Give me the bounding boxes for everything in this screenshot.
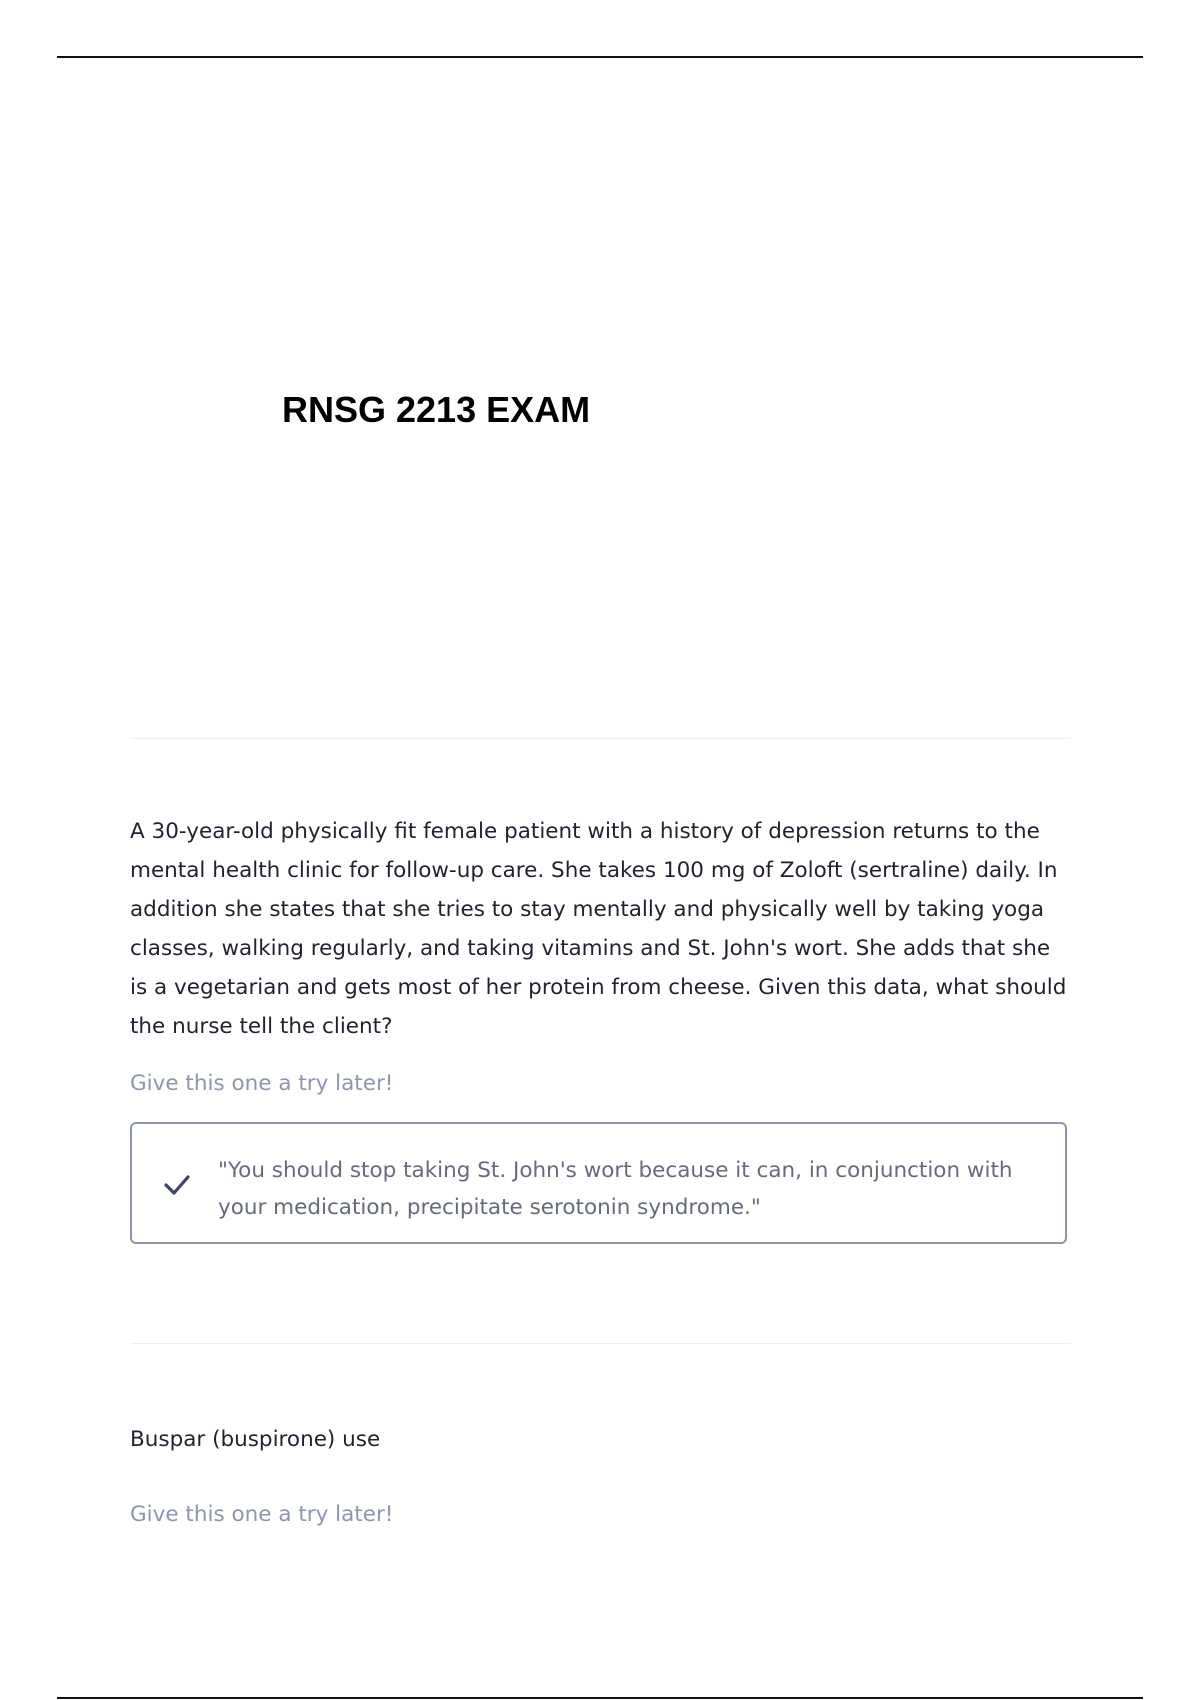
section-divider	[130, 1343, 1071, 1344]
check-icon	[160, 1168, 194, 1202]
answer-text: "You should stop taking St. John's wort because it can, in conjunction with your medication, precipitate serotonin syndrome."	[218, 1158, 1013, 1220]
try-later-link[interactable]: Give this one a try later!	[130, 1502, 394, 1527]
question-text: Buspar (buspirone) use	[130, 1427, 381, 1452]
section-divider	[130, 738, 1071, 739]
flashcard	[130, 1420, 1071, 1529]
try-later-link[interactable]: Give this one a try later!	[130, 1071, 394, 1096]
page-top-rule	[57, 56, 1143, 58]
question-text: A 30-year-old physically fit female patient with a history of depression returns to the mental health clinic for follow-up care. She takes 100 mg of Zoloft (sertraline) daily. In addition she states that she tries to stay mentally and physically well by taking yoga classes, walking regularly, and taking vitamins and St. John's wort. She adds that she is a vegetarian and gets most of her protein from cheese. Given this data, what should the nurse tell the client?	[130, 819, 1067, 1039]
answer-box[interactable]	[130, 1122, 1067, 1244]
page-bottom-rule	[57, 1697, 1143, 1699]
document-title: RNSG 2213 EXAM	[282, 389, 591, 430]
flashcard	[130, 812, 1071, 1244]
